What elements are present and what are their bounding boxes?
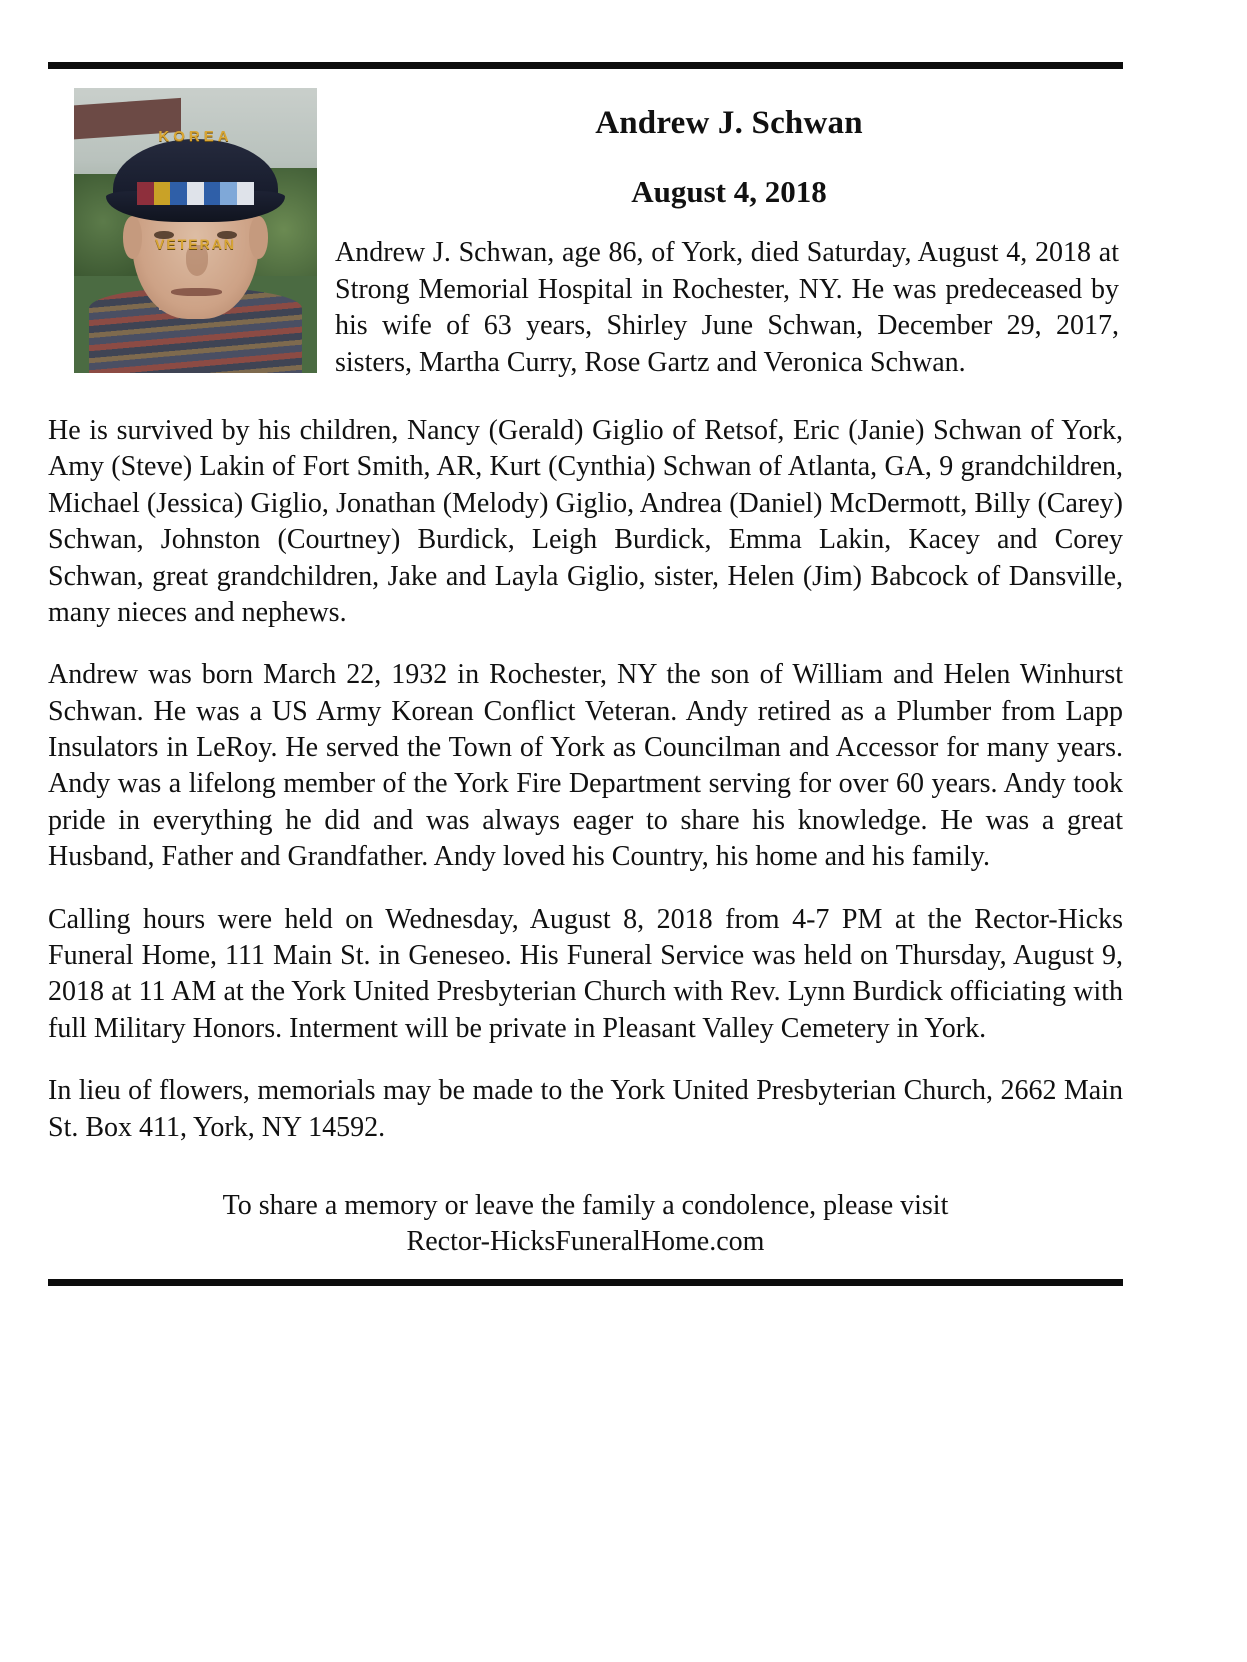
lead-paragraph: Andrew J. Schwan, age 86, of York, died Saturday, August 4, 2018 at Strong Memorial Hospital in Rochester, NY. He was predeceased by his wife of 63 years, Shirley June Schwan, December 29, 2017, sisters, Martha Curry, Rose Gartz and Veronica Schwan. (335, 237, 1119, 378)
condolence-invitation: To share a memory or leave the family a condolence, please visit (222, 1189, 949, 1221)
memorials-paragraph: In lieu of flowers, memorials may be made to the York United Presbyterian Church, 2662 Main St. Box 411, York, NY 14592. (48, 1075, 1123, 1143)
service-ribbon-icon (137, 182, 254, 205)
cap-veteran-text: VETERAN (155, 236, 236, 253)
survivors-paragraph: He is survived by his children, Nancy (Gerald) Giglio of Retsof, Eric (Janie) Schwan of York, Amy (Steve) Lakin of Fort Smith, AR, Kurt (Cynthia) Schwan of Atlanta, GA, 9 grandchildren, Michael (Jessica) Giglio, Jonathan (Melody) Giglio, Andrea (Daniel) McDermott, Billy (Carey) Schwan, Johnston (Courtney) Burdick, Leigh Burdick, Emma Lakin, Kacey and Corey Schwan, great grandchildren, Jake and Layla Giglio, sister, Helen (Jim) Babcock of Dansville, many nieces and nephews. (48, 414, 1123, 628)
services-paragraph: Calling hours were held on Wednesday, August 8, 2018 from 4-7 PM at the Rector-Hicks Funeral Home, 111 Main St. in Geneseo. His Funeral Service was held on Thursday, August 9, 2018 at 11 AM at the York United Presbyterian Church with Rev. Lynn Burdick officiating with full Military Honors. Interment will be private in Pleasant Valley Cemetery in York. (48, 903, 1123, 1044)
portrait-photo (74, 88, 317, 373)
page-title: Andrew J. Schwan (595, 105, 863, 141)
cap-korea-text: KOREA (158, 127, 233, 145)
top-divider-rule (48, 62, 1123, 69)
bottom-divider-rule (48, 1279, 1123, 1286)
condolence-note (48, 1188, 1123, 1261)
obituary-header (48, 83, 1123, 387)
funeral-home-website[interactable]: Rector-HicksFuneralHome.com (406, 1226, 765, 1258)
life-history-paragraph: Andrew was born March 22, 1932 in Rochester, NY the son of William and Helen Winhurst Schwan. He was a US Army Korean Conflict Veteran. Andy retired as a Plumber from Lapp Insulators in LeRoy. He served the Town of York as Councilman and Accessor for many years. Andy was a lifelong member of the York Fire Department serving for over 60 years. Andy took pride in everything he did and was always eager to share his knowledge. He was a great Husband, Father and Grandfather. Andy loved his Country, his home and his family. (48, 659, 1123, 873)
death-date: August 4, 2018 (631, 174, 827, 210)
obituary-card (48, 62, 1123, 1286)
photo-mouth (171, 288, 222, 297)
